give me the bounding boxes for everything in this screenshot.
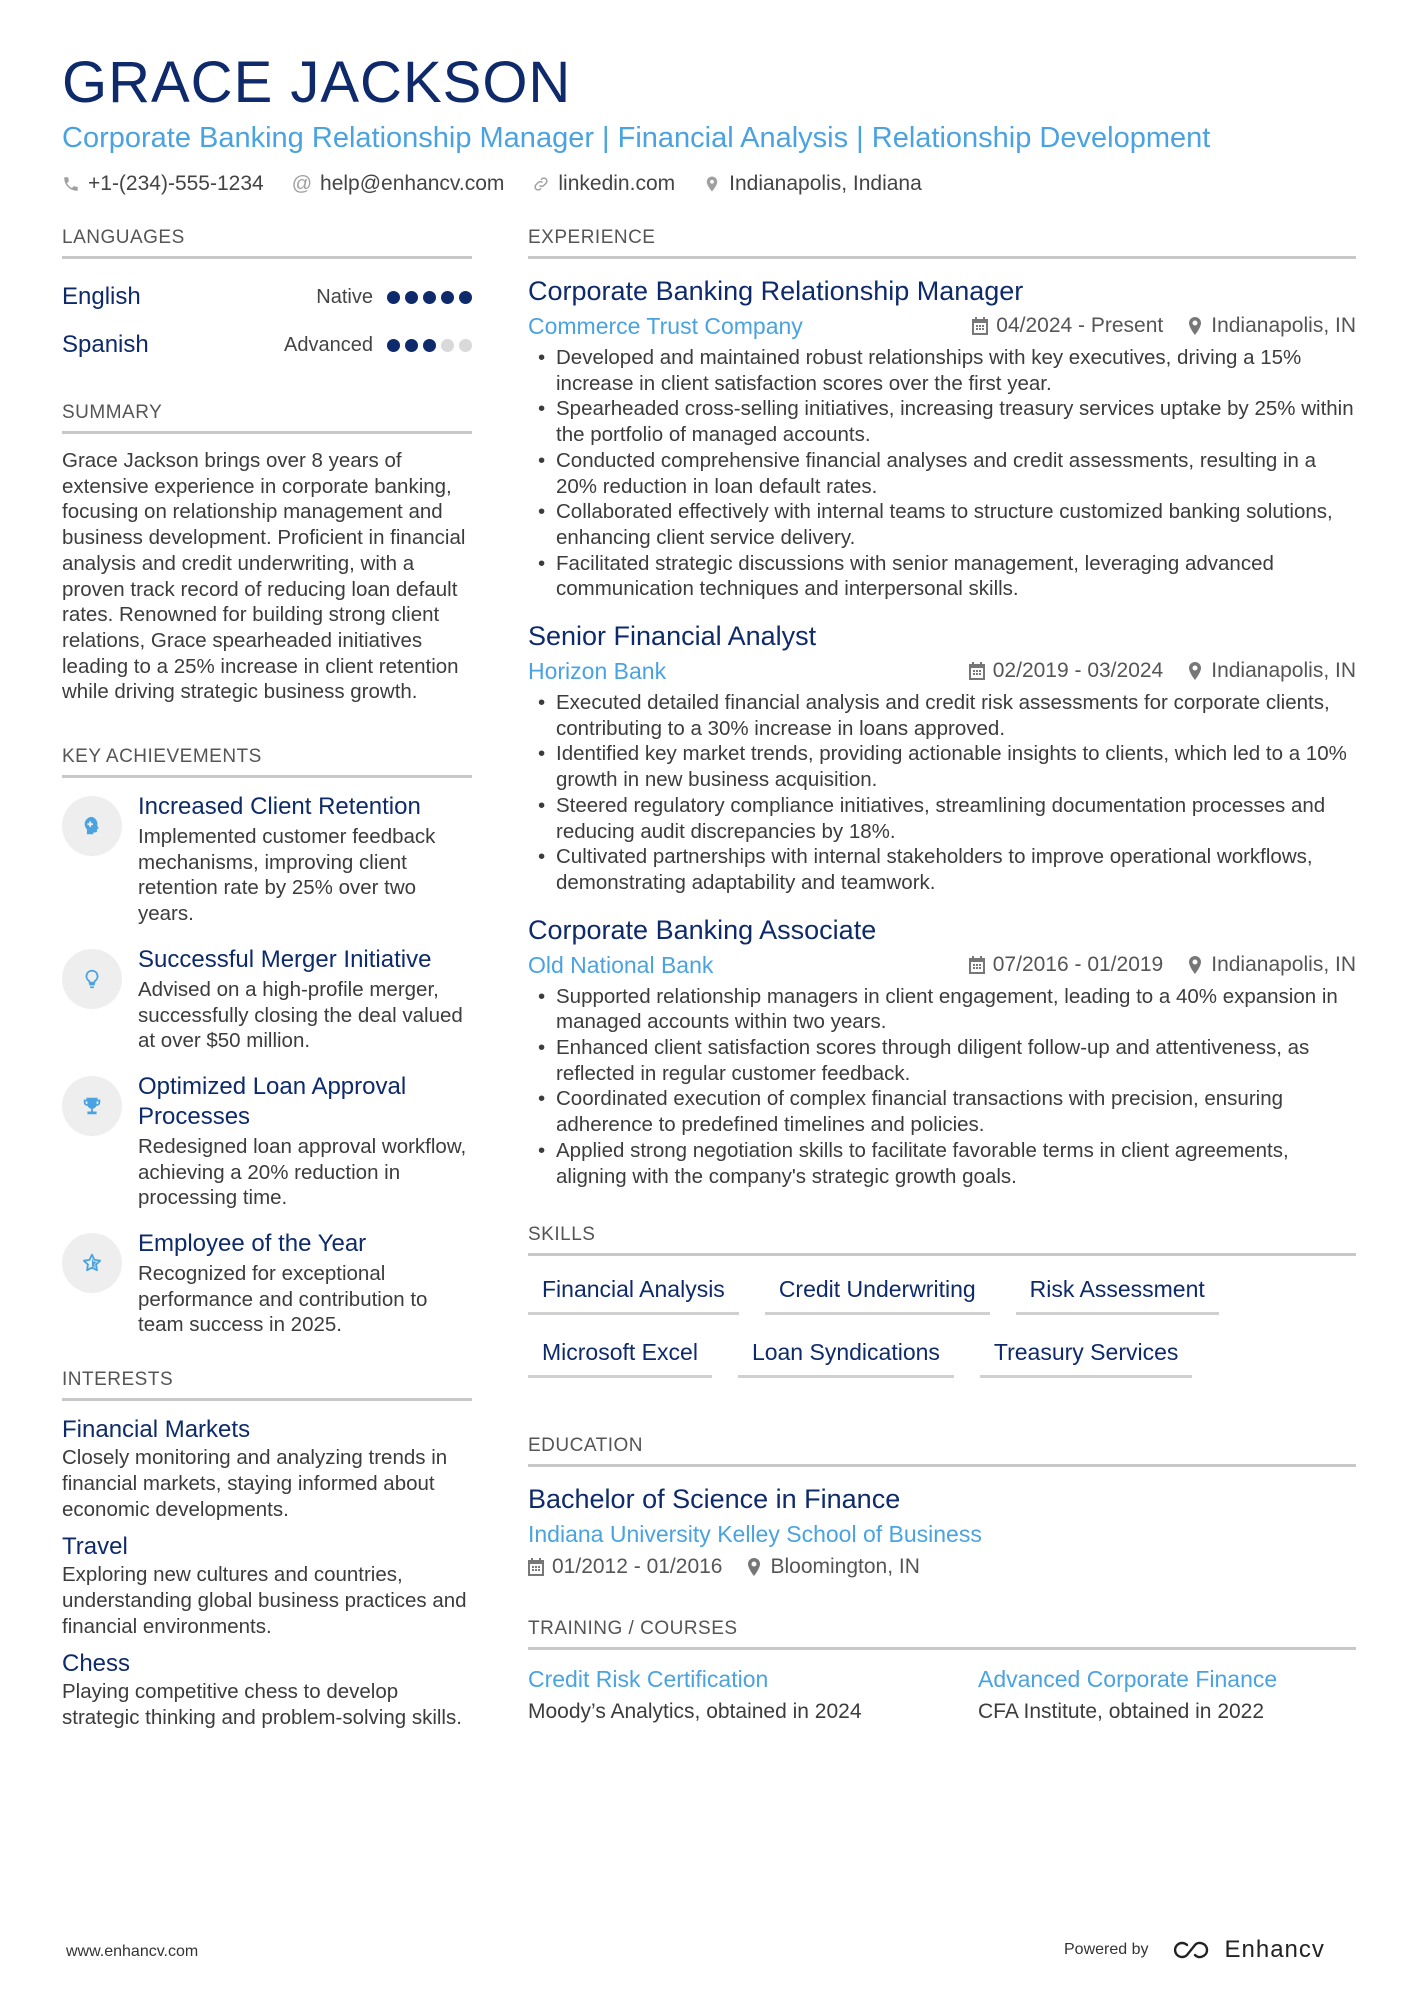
calendar-icon xyxy=(969,662,985,680)
trophy-icon xyxy=(81,1095,103,1117)
course-item xyxy=(978,1664,1356,1726)
job-entry xyxy=(528,912,1356,1190)
training-section xyxy=(528,1617,1356,1726)
job-location: Indianapolis, IN xyxy=(1211,659,1356,683)
achievement-desc: Recognized for exceptional performance and contribution to team success in 2025. xyxy=(138,1262,428,1337)
achievements-section xyxy=(62,745,472,1338)
achievement-title: Optimized Loan Approval Processes xyxy=(138,1072,407,1130)
proficiency-dots xyxy=(387,291,472,304)
contact-linkedin[interactable] xyxy=(532,172,675,196)
at-icon: @ xyxy=(291,172,313,195)
proficiency-dot-filled xyxy=(423,291,436,304)
bullet-item: • Steered regulatory compliance initiatives, streamlining documentation processes and reducing audit discrepancies by 18%. xyxy=(528,793,1356,844)
brand-logo[interactable] xyxy=(1171,1936,1325,1964)
bullet-item: • Supported relationship managers in client engagement, leading to a 40% expansion in managed accounts within two years. xyxy=(528,984,1356,1035)
bullet-item: • Enhanced client satisfaction scores through diligent follow-up and attentiveness, as reflected in regular customer feedback. xyxy=(528,1035,1356,1086)
company-name: Horizon Bank xyxy=(528,658,667,685)
phone-icon xyxy=(62,175,80,193)
bullet-item: • Cultivated partnerships with internal stakeholders to improve operational workflows, demonstrating adaptability and teamwork. xyxy=(528,844,1356,895)
skill-tag: Treasury Services xyxy=(980,1333,1192,1378)
proficiency-dot-empty xyxy=(441,339,454,352)
location-pin-icon xyxy=(1187,317,1203,335)
summary-title: SUMMARY xyxy=(62,401,472,434)
achievement-item xyxy=(62,1229,472,1338)
location-pin-icon xyxy=(1187,662,1203,680)
calendar-icon xyxy=(528,1558,544,1576)
candidate-name: GRACE JACKSON xyxy=(62,50,572,115)
interest-title: Financial Markets xyxy=(62,1416,251,1444)
skill-tag: Microsoft Excel xyxy=(528,1333,712,1378)
right-column xyxy=(528,226,1356,1726)
experience-section xyxy=(528,226,1356,1189)
proficiency-dot-filled xyxy=(441,291,454,304)
calendar-icon xyxy=(969,956,985,974)
company-name: Commerce Trust Company xyxy=(528,313,803,339)
job-entry xyxy=(528,273,1356,602)
skill-tag: Credit Underwriting xyxy=(765,1270,990,1315)
job-location: Indianapolis, IN xyxy=(1211,952,1356,976)
proficiency-dot-filled xyxy=(387,339,400,352)
job-dates: 02/2019 - 03/2024 xyxy=(992,659,1164,683)
course-item xyxy=(528,1664,906,1726)
company-name: Old National Bank xyxy=(528,951,714,978)
bullet-item: • Developed and maintained robust relationships with key executives, driving a 15% increase in client satisfaction scores over the first year. xyxy=(528,345,1356,396)
location-text: Indianapolis, Indiana xyxy=(729,172,922,195)
skills-title: SKILLS xyxy=(528,1223,1356,1256)
achievement-title: Employee of the Year xyxy=(138,1230,367,1258)
bullet-item: • Coordinated execution of complex financial transactions with precision, ensuring adherence to predefined timelines and policies. xyxy=(528,1086,1356,1137)
job-bullets xyxy=(528,690,1356,896)
bullet-item: • Spearheaded cross-selling initiatives, increasing treasury services uptake by 25% within the portfolio of managed accounts. xyxy=(528,396,1356,447)
course-desc: CFA Institute, obtained in 2022 xyxy=(978,1700,1265,1724)
language-item xyxy=(62,273,472,321)
interest-desc: Exploring new cultures and countries, understanding global business practices and financial environments. xyxy=(62,1563,467,1638)
interest-desc: Closely monitoring and analyzing trends in financial markets, staying informed about economic developments. xyxy=(62,1446,448,1521)
enhancv-logo-icon xyxy=(1171,1939,1215,1961)
link-icon xyxy=(532,175,550,193)
brand-name: Enhancv xyxy=(1224,1936,1325,1963)
bullet-item: • Conducted comprehensive financial analyses and credit assessments, resulting in a 20% reduction in loan default rates. xyxy=(528,448,1356,499)
job-dates: 07/2016 - 01/2019 xyxy=(992,952,1164,976)
summary-text: Grace Jackson brings over 8 years of extensive experience in corporate banking, focusing on relationship management and business development. Proficient in financial analysis and credit underwriting, with a proven track record of reducing loan default rates. Renowned for building strong client relations, Grace spearheaded initiatives leading to a 25% increase in client retention while driving strategic business growth. xyxy=(62,449,466,704)
job-bullets xyxy=(528,345,1356,602)
job-location: Indianapolis, IN xyxy=(1211,314,1356,337)
skills-section xyxy=(528,1223,1356,1378)
job-title: Corporate Banking Associate xyxy=(528,914,877,945)
calendar-icon xyxy=(972,317,988,335)
footer-website[interactable]: www.enhancv.com xyxy=(66,1943,199,1960)
experience-title: EXPERIENCE xyxy=(528,226,1356,259)
course-title: Credit Risk Certification xyxy=(528,1666,769,1693)
achievement-item xyxy=(62,945,472,1054)
interest-title: Travel xyxy=(62,1533,128,1561)
achievement-item xyxy=(62,792,472,927)
job-dates: 04/2024 - Present xyxy=(996,314,1164,337)
interest-title: Chess xyxy=(62,1650,131,1678)
job-title: Senior Financial Analyst xyxy=(528,621,817,652)
headline: Corporate Banking Relationship Manager | Financial Analysis | Relationship Development xyxy=(62,122,1211,154)
phone-text: +1-(234)-555-1234 xyxy=(88,172,264,195)
proficiency-dot-filled xyxy=(405,339,418,352)
linkedin-text: linkedin.com xyxy=(558,172,676,195)
bullet-item: • Facilitated strategic discussions with senior management, leveraging advanced communication techniques and interpersonal skills. xyxy=(528,551,1356,602)
left-column xyxy=(62,226,472,1741)
achievement-title: Increased Client Retention xyxy=(138,793,421,821)
education-section xyxy=(528,1434,1356,1579)
location-pin-icon xyxy=(746,1558,762,1576)
bullet-item: • Applied strong negotiation skills to facilitate favorable terms in client agreements, aligning with the company's strategic growth goals. xyxy=(528,1138,1356,1189)
achievement-title: Successful Merger Initiative xyxy=(138,945,432,973)
job-entry xyxy=(528,618,1356,896)
achievement-item xyxy=(62,1072,472,1211)
education-location: Bloomington, IN xyxy=(770,1555,920,1579)
contact-email[interactable] xyxy=(292,172,505,196)
footer-branding xyxy=(1064,1936,1325,1964)
interests-title: INTERESTS xyxy=(62,1368,472,1401)
powered-by-text: Powered by xyxy=(1064,1941,1149,1958)
location-pin-icon xyxy=(703,175,721,193)
header xyxy=(62,48,1362,196)
contact-bar xyxy=(62,172,1362,196)
language-level: Native xyxy=(316,285,373,308)
email-text: help@enhancv.com xyxy=(320,172,505,195)
skills-list xyxy=(528,1270,1356,1378)
proficiency-dot-filled xyxy=(405,291,418,304)
course-desc: Moody’s Analytics, obtained in 2024 xyxy=(528,1700,862,1724)
contact-phone[interactable] xyxy=(62,172,264,196)
contact-location xyxy=(703,172,922,196)
education-title: EDUCATION xyxy=(528,1434,1356,1467)
language-name: English xyxy=(62,283,141,310)
language-name: Spanish xyxy=(62,331,149,358)
proficiency-dot-filled xyxy=(459,291,472,304)
proficiency-dot-empty xyxy=(459,339,472,352)
training-title: TRAINING / COURSES xyxy=(528,1617,1356,1650)
language-level: Advanced xyxy=(284,333,373,356)
interests-section xyxy=(62,1368,472,1731)
location-pin-icon xyxy=(1187,956,1203,974)
job-bullets xyxy=(528,984,1356,1190)
education-dates: 01/2012 - 01/2016 xyxy=(552,1555,723,1579)
proficiency-dot-filled xyxy=(387,291,400,304)
achievement-desc: Redesigned loan approval workflow, achieving a 20% reduction in processing time. xyxy=(138,1134,467,1210)
lightbulb-icon xyxy=(81,968,103,990)
degree: Bachelor of Science in Finance xyxy=(528,1484,901,1515)
interest-desc: Playing competitive chess to develop strategic thinking and problem-solving skills. xyxy=(62,1680,462,1730)
language-item xyxy=(62,321,472,369)
achievement-desc: Advised on a high-profile merger, successfully closing the deal valued at over $50 million. xyxy=(138,977,463,1053)
achievements-title: KEY ACHIEVEMENTS xyxy=(62,745,472,778)
head-icon xyxy=(81,815,103,837)
bullet-item: • Identified key market trends, providing actionable insights to clients, which led to a 10% growth in new business acquisition. xyxy=(528,741,1356,792)
bullet-item: • Collaborated effectively with internal teams to structure customized banking solutions, enhancing client service delivery. xyxy=(528,499,1356,550)
skill-tag: Loan Syndications xyxy=(738,1333,954,1378)
languages-title: LANGUAGES xyxy=(62,226,472,259)
proficiency-dot-filled xyxy=(423,339,436,352)
job-title: Corporate Banking Relationship Manager xyxy=(528,276,1024,306)
skill-tag: Risk Assessment xyxy=(1016,1270,1219,1315)
school: Indiana University Kelley School of Business xyxy=(528,1521,982,1548)
bullet-item: • Executed detailed financial analysis and credit risk assessments for corporate clients, contributing to a 30% increase in loans approved. xyxy=(528,690,1356,741)
skill-tag: Financial Analysis xyxy=(528,1270,739,1315)
languages-section xyxy=(62,226,472,369)
achievement-desc: Implemented customer feedback mechanisms, improving client retention rate by 25% over two years. xyxy=(138,825,436,926)
proficiency-dots xyxy=(387,339,472,352)
star-icon xyxy=(81,1252,103,1274)
course-title: Advanced Corporate Finance xyxy=(978,1666,1278,1693)
summary-section xyxy=(62,401,472,705)
